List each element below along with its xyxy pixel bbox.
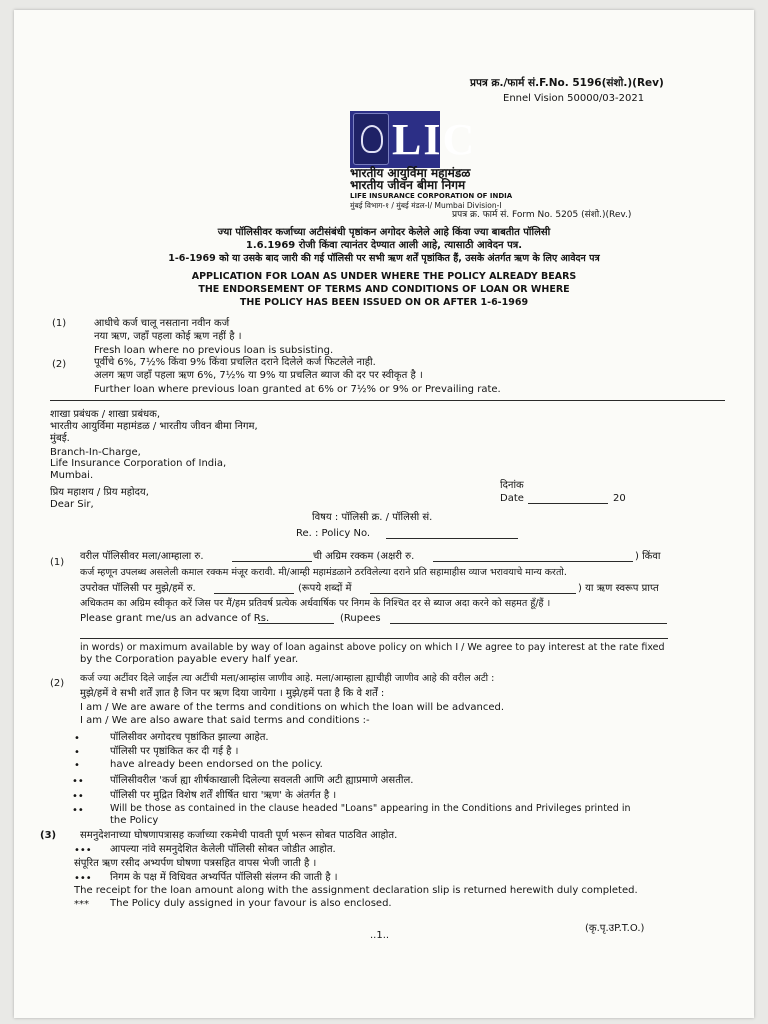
heading-marathi-1: ज्या पॉलिसीवर कर्जाच्या अटीसंबंधी पृष्ठांकन अगोदर केलेले आहे किंवा ज्या बाबतीत पॉलिसी — [217, 227, 551, 238]
para-2-line-2: मुझे/हमें वे सभी शर्तें ज्ञात है जिन पर ऋण दिया जायेगा । मुझे/हमें पता है कि वे शर्तें : — [80, 688, 385, 699]
para-1-line-1c: ) किंवा — [635, 551, 661, 562]
address-line-3: मुंबई. — [50, 433, 70, 444]
logo-english-name: LIFE INSURANCE CORPORATION OF INDIA — [350, 192, 513, 200]
para-3-number: (3) — [40, 830, 57, 841]
subject-policy-label: Re. : Policy No. — [296, 528, 371, 539]
bullet: •• — [72, 791, 84, 802]
form-number: प्रपत्र क्र. फार्म सं. Form No. 5205 (संशो.)(Rev.) — [452, 210, 632, 220]
para-1-line-3b: (रूपये शब्दों में — [298, 583, 352, 594]
bullet: • — [74, 760, 80, 771]
words-continuation-line — [80, 638, 668, 639]
date-label: Date — [500, 493, 524, 504]
para-1-line-1a: वरील पॉलिसीवर मला/आम्हाला रु. — [80, 551, 204, 562]
bullet: ••• — [74, 873, 92, 884]
condition-item-2: पॉलिसी पर पृष्ठांकित कर दी गई है । — [110, 746, 239, 757]
para-2-line-4: I am / We are also aware that said terms and conditions :- — [80, 715, 370, 726]
lic-emblem-icon — [353, 113, 389, 165]
division-label: मुंबई विभाग-१ / मुंबई मंडल-I/ Mumbai Division-I — [350, 201, 502, 210]
bullet: • — [74, 733, 80, 744]
bullet: • — [74, 747, 80, 758]
condition-item-3: have already been endorsed on the policy. — [110, 759, 323, 770]
para-1-line-6: in words) or maximum available by way of loan against above policy on which I / We agree to pay interest at the rate fixed — [80, 642, 665, 653]
heading-english-1: APPLICATION FOR LOAN AS UNDER WHERE THE POLICY ALREADY BEARS — [191, 271, 577, 282]
para-2-line-3: I am / We are aware of the terms and conditions on which the loan will be advanced. — [80, 702, 505, 713]
bullet: •• — [72, 805, 84, 816]
bullet: *** — [74, 899, 89, 910]
para-1-line-2: कर्ज म्हणून उपलब्ध असलेली कमाल रक्कम मंजूर करावी. मी/आम्ही महामंडळाने ठरविलेल्या दराने प्रति सहामाहीस व्याज भरावयाचे मान्य करतो. — [80, 567, 567, 578]
form-ref-sub: Ennel Vision 50000/03-2021 — [503, 93, 645, 104]
address-line-5: Life Insurance Corporation of India, — [50, 458, 227, 469]
enclosure-item-1: आपल्या नांवे समनुदेशित केलेली पॉलिसी सोबत जोडीत आहोत. — [110, 844, 336, 855]
para-3-line-2: संपूरित ऋण रसीद अभ्यर्पण घोषणा पत्रसहित वापस भेजी जाती है । — [74, 858, 317, 869]
heading-hindi: 1-6-1969 को या उसके बाद जारी की गई पॉलिसी पर सभी ऋण शर्तें पृष्ठांकित हैं, उसके अंतर्गत ऋण के लिए आवेदन पत्र — [168, 253, 600, 264]
option-1-english: Fresh loan where no previous loan is subsisting. — [94, 345, 334, 356]
para-1-line-1b: ची अग्रिम रक्कम (अक्षरी रु. — [313, 551, 415, 562]
pto-label: (कृ.पृ.उP.T.O.) — [585, 923, 645, 934]
para-2-line-1: कर्ज ज्या अटींवर दिले जाईल त्या अटींची मला/आम्हांस जाणीव आहे. मला/आम्हाला ह्याचीही जाणीव आहे की वरील अटी : — [80, 673, 495, 684]
date-label-hindi: दिनांक — [500, 480, 524, 491]
divider — [50, 400, 725, 401]
salutation-hindi: प्रिय महाशय / प्रिय महोदय, — [50, 487, 149, 498]
condition-item-6-cont: the Policy — [110, 815, 159, 826]
page-number: ..1.. — [370, 930, 390, 941]
logo-hindi-name: भारतीय जीवन बीमा निगम — [350, 178, 466, 192]
option-2-number: (2) — [52, 359, 67, 370]
amount-words-field-hindi[interactable] — [370, 583, 576, 594]
para-1-line-5b: (Rupees — [340, 613, 381, 624]
option-2-hindi: अलग ऋण जहाँ पहला ऋण 6%, 7½% या 9% या प्रचलित ब्याज की दर पर स्वीकृत है । — [94, 370, 423, 381]
logo-marathi-name: भारतीय आयुर्विमा महामंडळ — [350, 166, 471, 180]
bullet: ••• — [74, 845, 92, 856]
amount-field-marathi[interactable] — [232, 551, 312, 562]
para-1-number: (1) — [50, 557, 65, 568]
lic-logo-text: LIC — [392, 115, 477, 164]
option-1-number: (1) — [52, 318, 67, 329]
option-2-english: Further loan where previous loan granted at 6% or 7½% or 9% or Prevailing rate. — [94, 384, 501, 395]
form-ref-top: प्रपत्र क्र./फार्म सं.F.No. 5196(संशो.)(Rev) — [470, 77, 664, 89]
para-1-line-3c: ) या ऋण स्वरूप प्राप्त — [578, 583, 659, 594]
address-line-2: भारतीय आयुर्विमा महामंडळ / भारतीय जीवन बीमा निगम, — [50, 421, 258, 432]
date-year: 20 — [613, 493, 626, 504]
condition-item-5: पॉलिसी पर मुद्रित विशेष शर्तें शीर्षित धारा 'ऋण' के अंतर्गत है । — [110, 790, 337, 801]
para-2-number: (2) — [50, 678, 65, 689]
option-1-hindi: नया ऋण, जहाँ पहला कोई ऋण नहीं है । — [94, 331, 242, 342]
address-line-6: Mumbai. — [50, 470, 94, 481]
amount-field-hindi[interactable] — [214, 583, 294, 594]
para-1-line-3a: उपरोक्त पॉलिसी पर मुझे/हमें रु. — [80, 583, 196, 594]
policy-number-field[interactable] — [386, 528, 518, 539]
date-field[interactable] — [528, 493, 608, 504]
heading-english-3: THE POLICY HAS BEEN ISSUED ON OR AFTER 1-6-1969 — [239, 297, 529, 308]
option-1-marathi: आधीचे कर्ज चालू नसताना नवीन कर्ज — [94, 318, 230, 329]
option-2-marathi: पूर्वीचे 6%, 7½% किंवा 9% किंवा प्रचलित दराने दिलेले कर्ज फिटलेले नाही. — [94, 357, 376, 368]
para-3-line-3: The receipt for the loan amount along with the assignment declaration slip is returned herewith duly completed. — [74, 885, 638, 896]
salutation: Dear Sir, — [50, 499, 94, 510]
para-1-line-5a: Please grant me/us an advance of Rs. — [80, 613, 270, 624]
address-line-4: Branch-In-Charge, — [50, 447, 141, 458]
advance-words-field[interactable] — [390, 613, 667, 624]
address-line-1: शाखा प्रबंधक / शाखा प्रबंधक, — [50, 409, 161, 420]
para-1-line-7: by the Corporation payable every half year. — [80, 654, 299, 665]
bullet: •• — [72, 776, 84, 787]
heading-english-2: THE ENDORSEMENT OF TERMS AND CONDITIONS OF LOAN OR WHERE — [198, 284, 570, 295]
condition-item-4: पॉलिसीवरील 'कर्ज ह्या शीर्षकाखाली दिलेल्या सवलती आणि अटी ह्याप्रमाणे असतील. — [110, 775, 414, 786]
enclosure-item-2: निगम के पक्ष में विधिवत अभ्यर्पित पॉलिसी संलग्न की जाती है । — [110, 872, 338, 883]
condition-item-1: पॉलिसीवर अगोदरच पृष्ठांकित झाल्या आहेत. — [110, 732, 269, 743]
advance-amount-field[interactable] — [258, 613, 334, 624]
subject-hindi: विषय : पॉलिसी क्र. / पॉलिसी सं. — [312, 512, 433, 523]
amount-words-field-marathi[interactable] — [433, 551, 633, 562]
para-1-line-4: अधिकतम का अग्रिम स्वीकृत करें जिस पर मैं/हम प्रतिवर्ष प्रत्येक अर्धवार्षिक पर निगम के निश्चित दर से ब्याज अदा करने को सहमत हूँ/हैं । — [80, 598, 551, 609]
heading-marathi-2: 1.6.1969 रोजी किंवा त्यानंतर देण्यात आली आहे, त्यासाठी आवेदन पत्र. — [245, 240, 523, 251]
para-3-line-1: समनुदेशनाच्या घोषणापत्रासह कर्जाच्या रकमेची पावती पूर्ण भरून सोबत पाठवित आहोत. — [80, 830, 398, 841]
condition-item-6: Will be those as contained in the clause headed "Loans" appearing in the Conditions and Privileges printed in — [110, 803, 631, 814]
enclosure-item-3: The Policy duly assigned in your favour is also enclosed. — [110, 898, 392, 909]
